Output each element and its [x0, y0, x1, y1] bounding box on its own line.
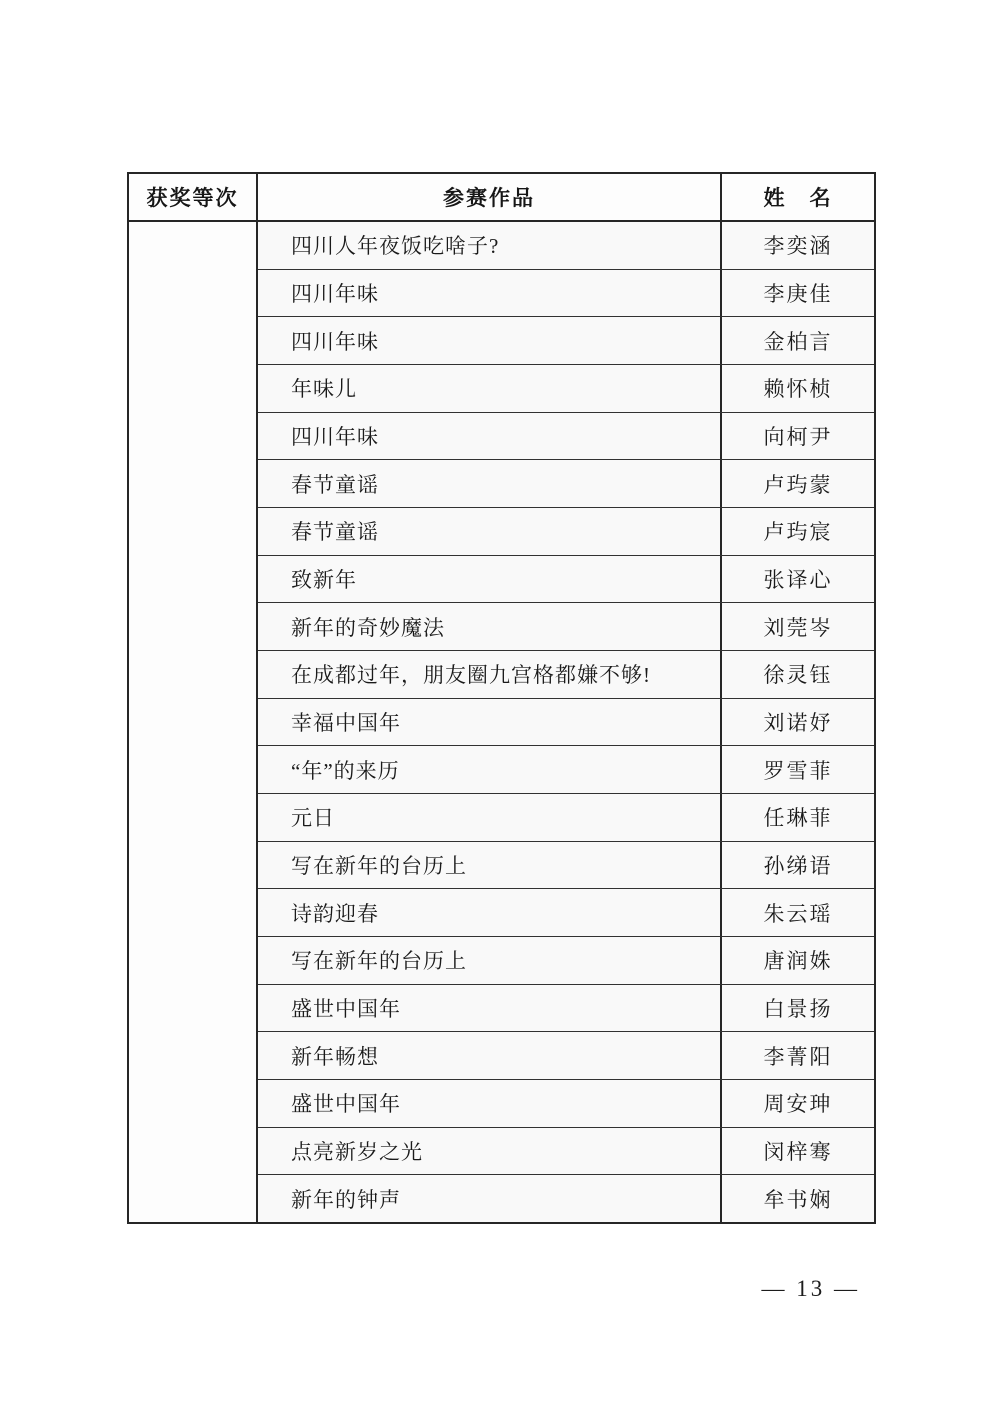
name-cell: 牟书娴 — [763, 1187, 833, 1212]
entry-work-cell: 在成都过年，朋友圈九宫格都嫌不够! — [258, 651, 722, 698]
entry-work-cell: 新年畅想 — [258, 1032, 722, 1079]
table-row — [258, 985, 874, 1033]
entry-work-cell: 写在新年的台历上 — [258, 842, 722, 889]
name-cell: 朱云瑶 — [763, 901, 833, 926]
name-cell: 李菁阳 — [763, 1044, 833, 1069]
table-row — [258, 1080, 874, 1128]
entry-work-cell: 盛世中国年 — [258, 985, 722, 1032]
entry-work-cell: 四川人年夜饭吃啥子? — [258, 222, 722, 269]
name-cell: 徐灵钰 — [763, 663, 833, 688]
name-cell: 刘莞岑 — [763, 615, 833, 640]
table-row — [258, 1032, 874, 1080]
name-cell: 赖怀桢 — [763, 377, 833, 402]
name-cell: 张译心 — [763, 568, 833, 593]
entry-work-cell: 诗韵迎春 — [258, 889, 722, 936]
entry-work-cell: 四川年味 — [258, 270, 722, 317]
entry-work-cell: 春节童谣 — [258, 460, 722, 507]
entry-work-cell: 春节童谣 — [258, 508, 722, 555]
name-cell: 向柯尹 — [763, 425, 833, 450]
name-cell: 闵梓骞 — [763, 1140, 833, 1165]
header-award-level: 获奖等次 — [129, 174, 258, 220]
table-row — [258, 937, 874, 985]
table-row — [258, 1128, 874, 1176]
page-number: — 13 — — [761, 1276, 860, 1301]
table-row — [258, 889, 874, 937]
table-row — [258, 460, 874, 508]
table-rows — [258, 222, 874, 1222]
name-cell: 孙绨语 — [763, 854, 833, 879]
table-row — [258, 603, 874, 651]
award-level-cell — [129, 222, 258, 1222]
table-row — [258, 746, 874, 794]
entry-work-cell: 年味儿 — [258, 365, 722, 412]
table-row — [258, 365, 874, 413]
table-row — [258, 699, 874, 747]
entry-work-cell: 四川年味 — [258, 413, 722, 460]
name-cell: 李庚佳 — [763, 282, 833, 306]
entry-work-cell: 致新年 — [258, 556, 722, 603]
name-cell: 周安珅 — [763, 1092, 833, 1117]
name-cell: 金柏言 — [763, 329, 833, 354]
name-cell: 唐润姝 — [763, 949, 833, 974]
entry-work-cell: 元日 — [258, 794, 722, 841]
entry-work-cell: 写在新年的台历上 — [258, 937, 722, 984]
header-name: 姓 名 — [763, 187, 833, 210]
table-row — [258, 222, 874, 270]
name-cell: 李奕涵 — [763, 234, 833, 259]
table-row — [258, 317, 874, 365]
table-body — [129, 222, 874, 1222]
table-row — [258, 1175, 874, 1222]
table-row — [258, 270, 874, 318]
name-cell: 白景扬 — [763, 997, 833, 1022]
name-cell: 刘诺妤 — [763, 711, 833, 736]
table-row — [258, 794, 874, 842]
table-header-row — [129, 174, 874, 222]
table-row — [258, 413, 874, 461]
entry-work-cell: 新年的奇妙魔法 — [258, 603, 722, 650]
entry-work-cell: 幸福中国年 — [258, 699, 722, 746]
name-cell: 罗雪菲 — [763, 758, 833, 783]
entry-work-cell: 新年的钟声 — [258, 1175, 722, 1222]
award-winners-table — [127, 172, 876, 1224]
table-row — [258, 651, 874, 699]
name-cell: 卢玙宸 — [763, 520, 833, 545]
entry-work-cell: 盛世中国年 — [258, 1080, 722, 1127]
header-entry-work: 参赛作品 — [258, 174, 722, 220]
entry-work-cell: 四川年味 — [258, 317, 722, 364]
table-row — [258, 508, 874, 556]
table-row — [258, 556, 874, 604]
name-cell: 卢玙蒙 — [763, 472, 833, 497]
entry-work-cell: 点亮新岁之光 — [258, 1128, 722, 1175]
name-cell: 任琳菲 — [763, 806, 833, 831]
table-row — [258, 842, 874, 890]
entry-work-cell: “年”的来历 — [258, 746, 722, 793]
